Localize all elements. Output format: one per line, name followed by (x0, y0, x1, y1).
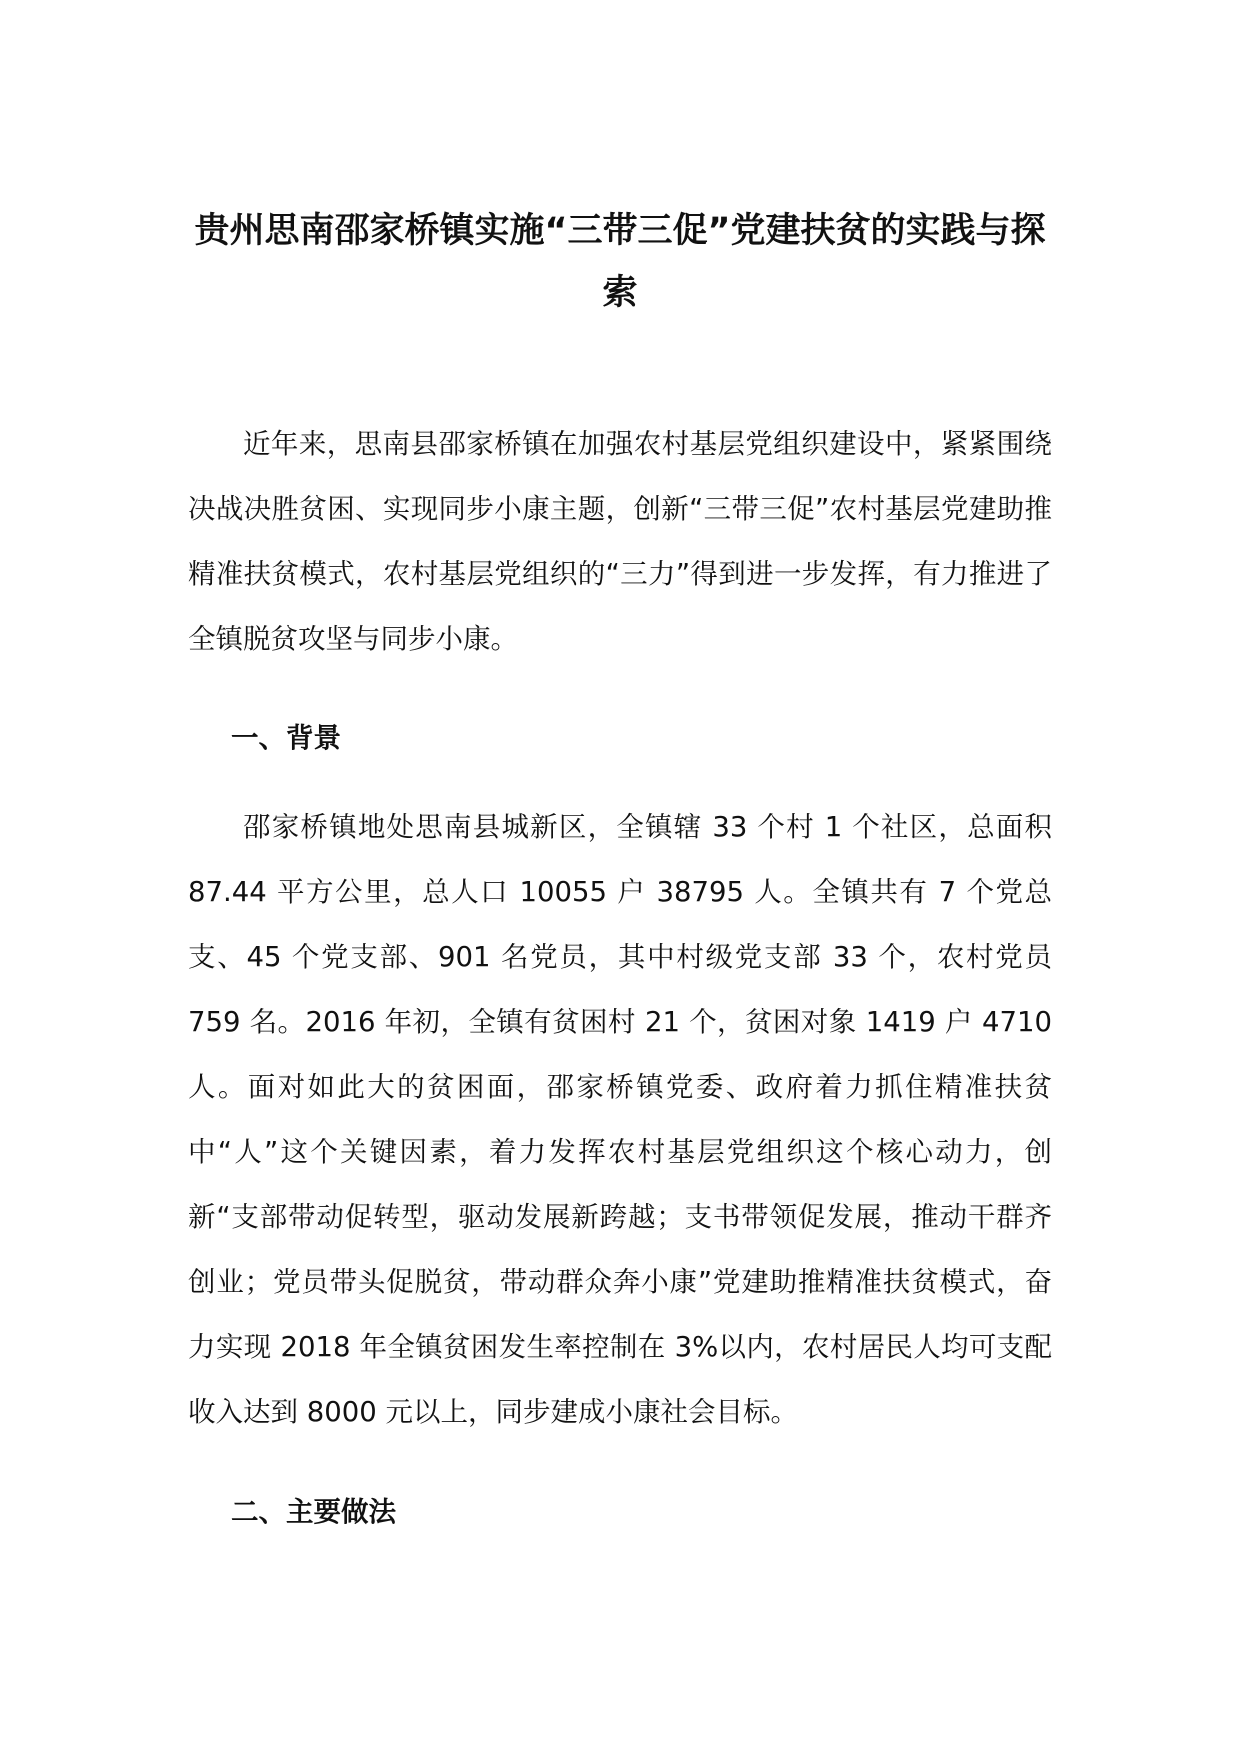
intro-paragraph: 近年来，思南县邵家桥镇在加强农村基层党组织建设中，紧紧围绕决战决胜贫困、实现同步小康主题，创新“三带三促”农村基层党建助推精准扶贫模式，农村基层党组织的“三力”得到进一步发挥，有力推进了全镇脱贫攻坚与同步小康。 (188, 428, 1052, 655)
section-heading-background: 一、背景 (231, 722, 341, 754)
document-title: 贵州思南邵家桥镇实施“三带三促”党建扶贫的实践与探索 (194, 211, 1046, 313)
background-paragraph: 邵家桥镇地处思南县城新区，全镇辖 33 个村 1 个社区，总面积 87.44 平方公里，总人口 10055 户 38795 人。全镇共有 7 个党总支、45 个党支部、901 名党员，其中村级党支部 33 个，农村党员 759 名。2016 年初，全镇有贫困村 21 个，贫困对象 1419 户 4710 人。面对如此大的贫困面，邵家桥镇党委、政府着力抓住精准扶贫中“人”这个关键因素，着力发挥农村基层党组织这个核心动力，创新“支部带动促转型，驱动发展新跨越；支书带领促发展，推动干群齐创业；党员带头促脱贫，带动群众奔小康”党建助推精准扶贫模式，奋力实现 2018 年全镇贫困发生率控制在 3%以内，农村居民人均可支配收入达到 8000 元以上，同步建成小康社会目标。 (188, 811, 1053, 1428)
section-heading-main-practices: 二、主要做法 (231, 1496, 396, 1528)
